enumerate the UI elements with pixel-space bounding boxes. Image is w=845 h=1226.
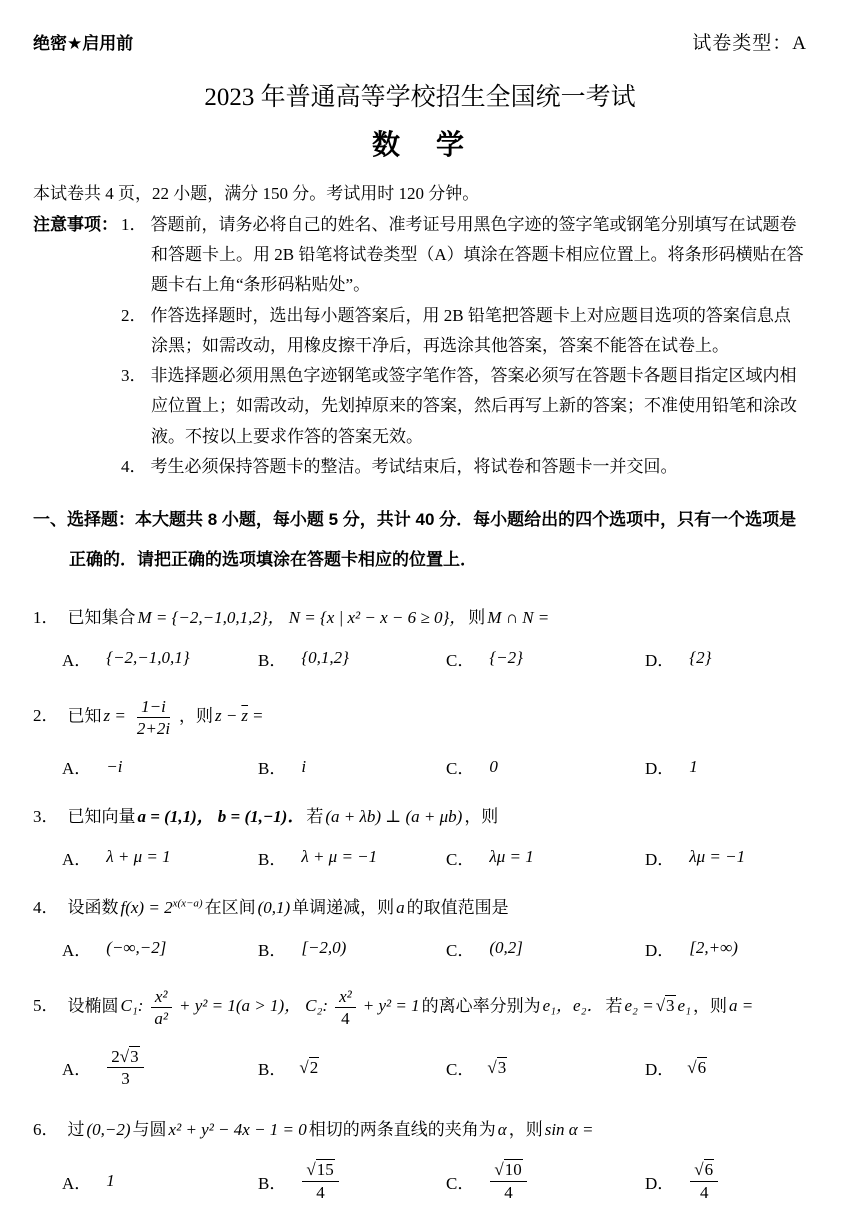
option-d <box>645 1055 807 1080</box>
question-2-stem <box>33 694 807 742</box>
stem-text: 与圆 <box>132 1119 167 1139</box>
sqrt-radical <box>687 1058 707 1078</box>
option-a <box>62 1044 258 1092</box>
question-4 <box>33 893 807 961</box>
sqrt-radical <box>306 1159 334 1180</box>
question-6 <box>33 1115 807 1205</box>
note-number: 1． <box>121 214 147 234</box>
fraction-numerator <box>490 1159 526 1181</box>
fraction-denominator: 4 <box>699 1182 709 1202</box>
question-number: 1． <box>33 607 59 627</box>
option-label: D． <box>645 940 675 960</box>
option-d <box>645 646 807 671</box>
option-value: [−2,0) <box>301 938 347 958</box>
note-item-3 <box>121 361 807 452</box>
option-value: 0 <box>489 756 498 776</box>
sqrt-radical <box>494 1159 522 1180</box>
option-label: B． <box>258 759 287 779</box>
option-label: C． <box>446 1060 475 1080</box>
option-label: C． <box>446 940 475 960</box>
option-value: {−2} <box>489 648 523 668</box>
option-b <box>258 646 446 671</box>
exponent: x(x−a) <box>172 897 203 910</box>
option-value: {−2,−1,0,1} <box>106 648 190 668</box>
option-c <box>446 1157 645 1205</box>
notes-section <box>33 210 807 482</box>
fraction <box>107 1046 143 1090</box>
option-b <box>258 845 446 870</box>
fraction <box>302 1159 338 1203</box>
stem-text: ，则 <box>464 807 499 827</box>
option-value: λμ = −1 <box>689 847 746 867</box>
note-text: 非选择题必须用黑色字迹钢笔或签字笔作答，答案必须写在答题卡各题目指定区域内相应位置上；如需改动，先划掉原来的答案，然后再写上新的答案；不准使用铅笔和涂改液。不按以上要求作答的答案无效。 <box>150 366 797 446</box>
note-text: 考生必须保持答题卡的整洁。考试结束后，将试卷和答题卡一并交回。 <box>150 456 678 476</box>
option-d <box>645 754 807 779</box>
page-header <box>33 28 807 55</box>
option-a <box>62 845 258 870</box>
math-run: + y² = 1 <box>362 996 420 1016</box>
note-number: 3． <box>121 366 147 385</box>
note-number: 2． <box>121 305 147 325</box>
math-run: e₁，e₂． <box>542 996 604 1016</box>
sqrt-radical <box>694 1159 714 1180</box>
option-label: C． <box>446 759 475 779</box>
radicand: 6 <box>697 1057 707 1077</box>
option-label: D． <box>645 759 675 779</box>
radicand: 6 <box>704 1160 714 1180</box>
option-c <box>446 1055 645 1080</box>
fraction <box>131 696 176 740</box>
stem-text: 的离心率分别为 <box>421 996 541 1016</box>
math-run: (0,1) <box>257 897 291 917</box>
math-run: e₂ = <box>624 996 654 1016</box>
stem-text: 则 <box>468 607 486 627</box>
option-label: B． <box>258 849 287 869</box>
option-label: A． <box>62 940 92 960</box>
question-1-options <box>62 646 807 671</box>
stem-text: 过 <box>67 1119 85 1139</box>
fraction <box>333 986 358 1030</box>
option-label: D． <box>645 1173 675 1193</box>
stem-text: 设函数 <box>67 897 119 917</box>
math-run: (0,−2) <box>86 1119 131 1139</box>
option-d <box>645 845 807 870</box>
option-label: A． <box>62 849 92 869</box>
stem-text: ，则 <box>508 1119 543 1139</box>
option-label: B． <box>258 940 287 960</box>
option-label: B． <box>258 1173 287 1193</box>
option-label: A． <box>62 759 92 779</box>
math-run: z − <box>215 706 238 726</box>
stem-text: 设椭圆 <box>67 996 119 1016</box>
option-label: D． <box>645 650 675 670</box>
option-label: B． <box>258 1060 287 1080</box>
option-c <box>446 936 645 961</box>
math-run: C₂: <box>305 996 329 1016</box>
radicand: 10 <box>504 1160 522 1180</box>
exam-title: 2023 年普通高等学校招生全国统一考试 <box>204 84 636 111</box>
stem-text: 相切的两条直线的夹角为 <box>308 1119 496 1139</box>
note-item-1 <box>121 210 807 301</box>
note-text: 答题前，请务必将自己的姓名、准考证号用黑色字迹的签字笔或钢笔分别填写在试题卷和答题卡上。用 2B 铅笔将试卷类型（A）填涂在答题卡相应位置上。将条形码横贴在答题卡右上角“条形码粘贴处”。 <box>150 214 804 295</box>
option-a <box>62 936 258 961</box>
stem-text: ，则 <box>693 996 728 1016</box>
question-3-options <box>62 845 807 870</box>
math-run: M = {−2,−1,0,1,2}， <box>137 607 285 627</box>
radicand: 15 <box>316 1160 334 1180</box>
option-value: −i <box>106 756 123 776</box>
question-1 <box>33 603 807 671</box>
stem-text: 的取值范围是 <box>406 897 509 917</box>
radicand: 3 <box>130 1047 139 1067</box>
math-run: a <box>396 897 405 917</box>
radicand: 3 <box>666 996 675 1016</box>
question-number: 2． <box>33 706 59 726</box>
fraction-numerator: 1−i <box>137 696 170 718</box>
fraction-numerator: x² <box>151 986 172 1008</box>
fraction-numerator <box>690 1159 718 1181</box>
stem-text: ，则 <box>179 706 214 726</box>
math-run: = <box>252 706 264 726</box>
math-run: + y² = 1(a > 1)， <box>179 996 302 1016</box>
fraction <box>490 1159 526 1203</box>
note-number: 4． <box>121 456 147 476</box>
math-run: M ∩ N = <box>487 607 550 627</box>
fraction-denominator: 4 <box>341 1008 350 1028</box>
option-value: 1 <box>689 756 698 776</box>
option-value: [2,+∞) <box>689 938 738 958</box>
option-c <box>446 646 645 671</box>
option-value: (−∞,−2] <box>106 938 167 958</box>
question-4-stem <box>33 893 807 923</box>
fraction-denominator: a² <box>154 1008 169 1028</box>
question-2 <box>33 694 807 780</box>
math-run: a = <box>729 996 754 1016</box>
radicand: 3 <box>497 1057 507 1077</box>
question-number: 3． <box>33 807 59 827</box>
question-5 <box>33 984 807 1092</box>
fraction-denominator: 2+2i <box>136 718 171 738</box>
option-label: A． <box>62 650 92 670</box>
math-run: a = (1,1)， <box>137 807 214 827</box>
math-run: e₁ <box>677 996 692 1016</box>
fraction <box>148 986 174 1030</box>
option-a <box>62 754 258 779</box>
option-label: D． <box>645 1060 675 1080</box>
math-run: α <box>497 1119 507 1139</box>
fraction-denominator: 4 <box>316 1182 325 1202</box>
question-1-stem <box>33 603 807 633</box>
math-run: b = (1,−1)． <box>217 807 305 827</box>
stem-text: 若 <box>306 807 324 827</box>
option-value: (0,2] <box>489 938 523 958</box>
section-heading: 一、选择题：本大题共 8 小题，每小题 5 分，共计 40 分．每小题给出的四个选项中，只有一个选项是正确的．请把正确的选项填涂在答题卡相应的位置上． <box>33 510 797 569</box>
option-a <box>62 646 258 671</box>
fraction-numerator: 2 √ 3 <box>107 1046 143 1068</box>
stem-text: 在区间 <box>204 897 256 917</box>
math-run: (a + λb) ⊥ (a + μb) <box>325 807 463 827</box>
option-value: λμ = 1 <box>489 847 534 867</box>
option-c <box>446 845 645 870</box>
stem-text: 单调递减，则 <box>292 897 395 917</box>
question-number: 5． <box>33 996 59 1016</box>
math-run: z = <box>103 706 126 726</box>
option-value: i <box>301 756 307 776</box>
option-d <box>645 1157 807 1205</box>
question-5-options <box>62 1044 807 1092</box>
math-run: sin α = <box>544 1119 594 1139</box>
fraction-numerator: x² <box>335 986 356 1008</box>
question-number: 6． <box>33 1119 59 1139</box>
option-value: {0,1,2} <box>301 648 349 668</box>
exam-subject: 数 学 <box>371 130 468 161</box>
math-run: $f(x) = 2^{x(x-a)}$ <box>120 897 203 917</box>
note-text: 作答选择题时，选出每小题答案后，用 2B 铅笔把答题卡上对应题目选项的答案信息点涂黑；如需改动，用橡皮擦干净后，再选涂其他答案，答案不能答在试卷上。 <box>150 305 791 355</box>
question-3-stem <box>33 802 807 832</box>
notes-list <box>121 210 807 482</box>
option-label: D． <box>645 849 675 869</box>
note-item-2 <box>121 301 807 362</box>
option-label: A． <box>62 1060 92 1080</box>
stem-text: 已知 <box>67 706 102 726</box>
option-d <box>645 936 807 961</box>
option-b <box>258 1055 446 1080</box>
sqrt-radical <box>656 991 676 1021</box>
option-value: {2} <box>689 648 712 668</box>
option-value: λ + μ = −1 <box>301 847 378 867</box>
option-value: 1 <box>106 1171 115 1191</box>
stem-text: 若 <box>605 996 623 1016</box>
sqrt-radical <box>487 1058 507 1078</box>
option-b <box>258 754 446 779</box>
stem-text: 已知集合 <box>67 607 136 627</box>
z-conjugate: $\overline{z}$ <box>241 706 249 726</box>
option-c <box>446 754 645 779</box>
question-6-stem <box>33 1115 807 1145</box>
question-number: 4． <box>33 897 59 917</box>
exam-info-line: 本试卷共 4 页，22 小题，满分 150 分。考试用时 120 分钟。 <box>33 184 480 203</box>
math-run: x² + y² − 4x − 1 = 0 <box>168 1119 307 1139</box>
fraction-denominator: 3 <box>121 1069 130 1089</box>
paper-type-label: 试卷类型：A <box>692 33 807 54</box>
option-value: λ + μ = 1 <box>106 847 171 867</box>
fraction <box>690 1159 718 1203</box>
radicand: 2 <box>309 1057 319 1077</box>
question-5-stem <box>33 984 807 1032</box>
option-label: C． <box>446 849 475 869</box>
fraction-denominator: 4 <box>504 1182 513 1202</box>
stem-text: 已知向量 <box>67 807 136 827</box>
secrecy-label: 绝密★启用前 <box>33 34 134 53</box>
question-6-options <box>62 1157 807 1205</box>
option-label: C． <box>446 1173 475 1193</box>
sqrt-radical <box>299 1058 319 1078</box>
notes-label: 注意事项： <box>33 214 118 234</box>
option-label: B． <box>258 650 287 670</box>
question-3 <box>33 802 807 870</box>
question-2-options <box>62 754 807 779</box>
option-b <box>258 1157 446 1205</box>
math-run: C₁: <box>120 996 144 1016</box>
option-label: A． <box>62 1173 92 1193</box>
fraction-numerator <box>302 1159 338 1181</box>
math-run: N = {x | x² − x − 6 ≥ 0}， <box>288 607 467 627</box>
option-label: C． <box>446 650 475 670</box>
note-item-4 <box>121 452 807 482</box>
option-a <box>62 1169 258 1194</box>
sqrt-radical <box>120 1046 140 1067</box>
option-b <box>258 936 446 961</box>
question-4-options <box>62 936 807 961</box>
